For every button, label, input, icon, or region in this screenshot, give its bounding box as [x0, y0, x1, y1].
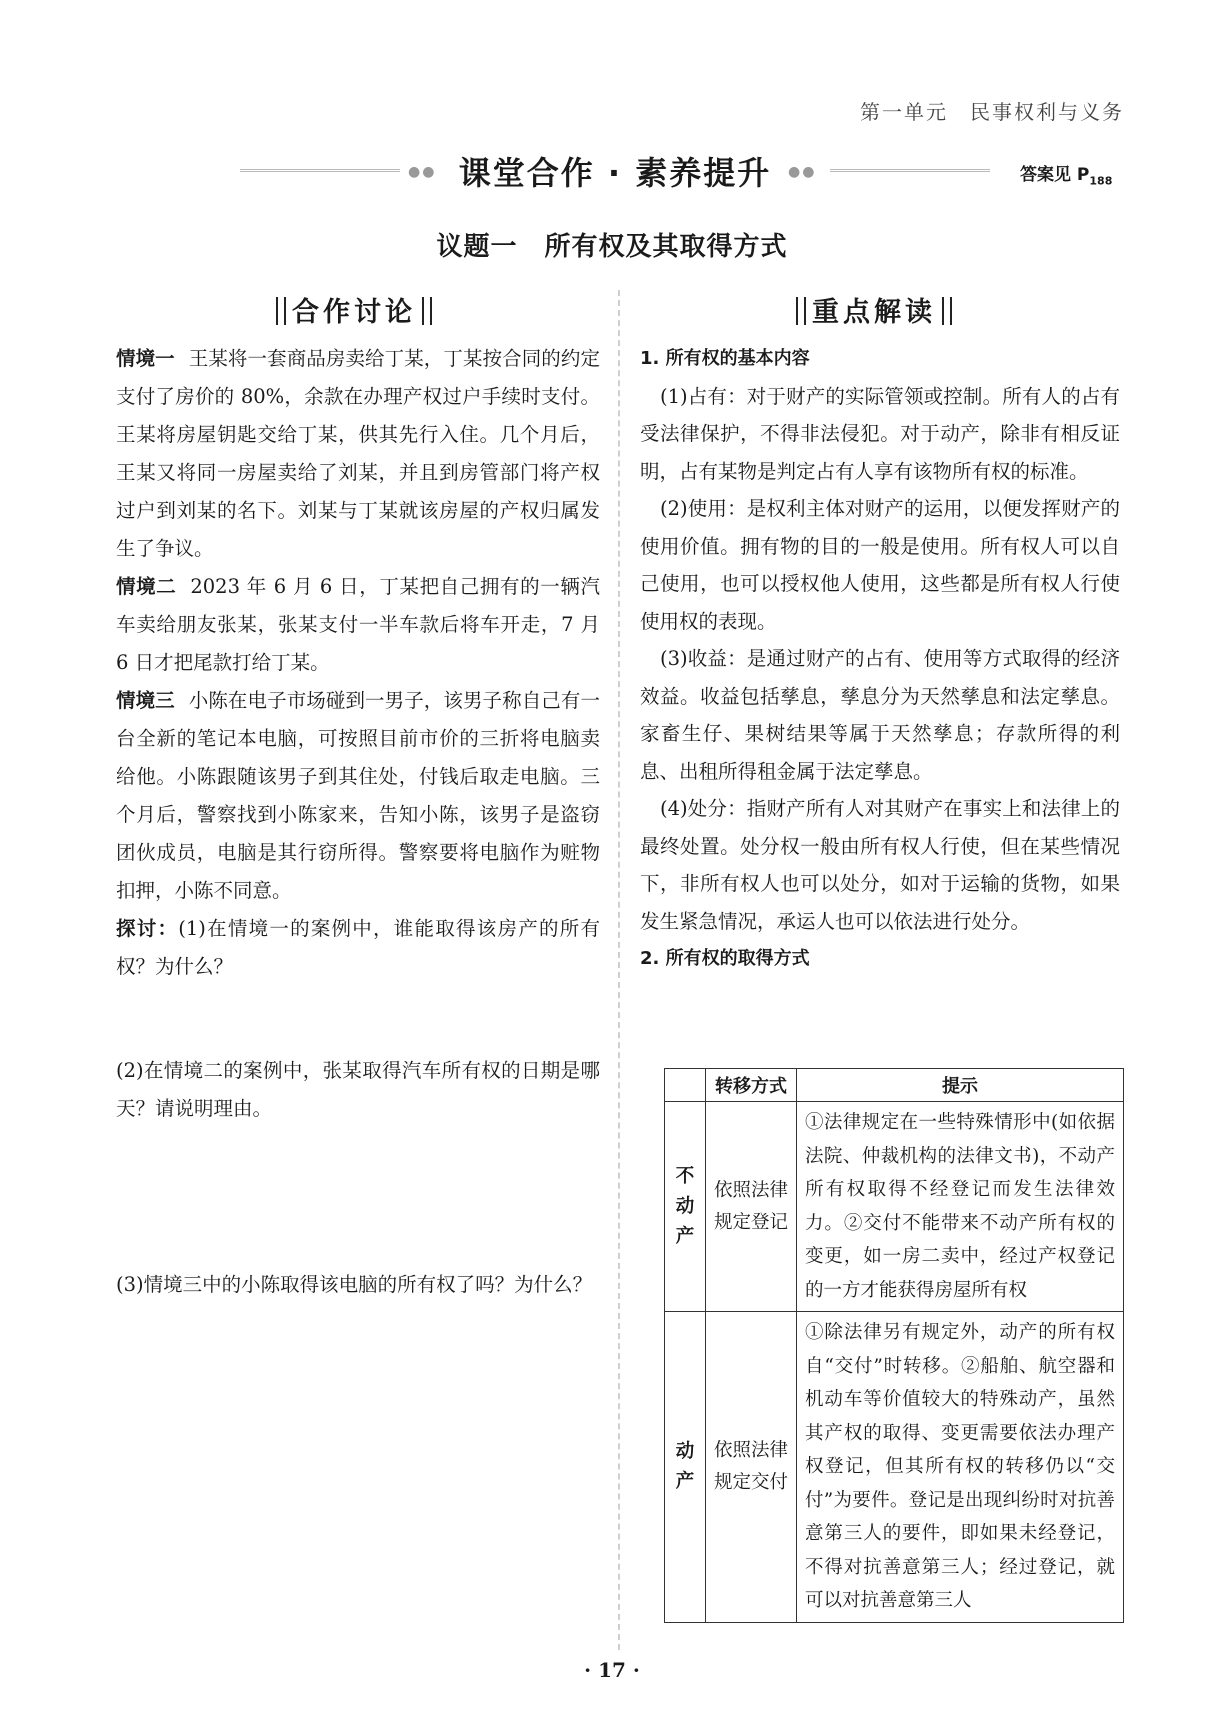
- table-header-row: [665, 1069, 1124, 1102]
- scenario-label: 情境一: [116, 347, 175, 370]
- topic-title: 议题一 所有权及其取得方式: [436, 232, 788, 262]
- answer-reference: [1020, 160, 1112, 187]
- discussion-column: [116, 340, 600, 986]
- heading-bar-left: [796, 297, 806, 325]
- banner-rule-right: [830, 169, 990, 172]
- answer-reference-page: 188: [1089, 174, 1113, 188]
- page-number: · 17 ·: [584, 1658, 640, 1682]
- banner-dots-left: ●●: [408, 164, 437, 180]
- acquisition-table: [664, 1068, 1124, 1623]
- question-2: (2)在情境二的案例中，张某取得汽车所有权的日期是哪天？请说明理由。: [116, 1059, 600, 1120]
- table-header-cell: [665, 1069, 706, 1102]
- content-item-income: (3)收益：是通过财产的占有、使用等方式取得的经济效益。收益包括孳息，孳息分为天然孳息和法定孳息。家畜生仔、果树结果等属于天然孳息；存款所得的利息、出租所得租金属于法定孳息。: [640, 647, 1120, 783]
- section-2-title: 2. 所有权的取得方式: [640, 948, 810, 969]
- question-text: (1)在情境一的案例中，谁能取得该房产的所有权？为什么？: [116, 917, 600, 978]
- scenario-1: [116, 340, 600, 568]
- key-reading-heading: [790, 290, 958, 329]
- table-row: [665, 1102, 1124, 1312]
- heading-bar-right: [422, 297, 432, 325]
- key-reading-heading-text: 重点解读: [812, 297, 936, 328]
- question-3: (3)情境三中的小陈取得该电脑的所有权了吗？为什么？: [116, 1273, 593, 1296]
- tip-cell: ①法律规定在一些特殊情形中(如依据法院、仲裁机构的法律文书)，不动产所有权取得不经登记而发生法律效力。②交付不能带来不动产所有权的变更，如一房二卖中，经过产权登记的一方才能获得房屋所有权: [797, 1102, 1124, 1312]
- scenario-2: [116, 568, 600, 682]
- heading-bar-right: [942, 297, 952, 325]
- banner-rule-left: [240, 169, 400, 172]
- discussion-label: 探讨：: [116, 917, 179, 940]
- scenario-label: 情境三: [116, 689, 175, 712]
- key-reading-column: [640, 340, 1120, 978]
- method-cell: 依照法律规定登记: [706, 1102, 797, 1312]
- category-cell: 动 产: [665, 1312, 706, 1623]
- scenario-text: 2023 年 6 月 6 日，丁某把自己拥有的一辆汽车卖给朋友张某，张某支付一半车款后将车开走，7 月 6 日才把尾款打给丁某。: [116, 575, 600, 674]
- banner-dots-right: ●●: [788, 164, 817, 180]
- unit-header: 第一单元 民事权利与义务: [860, 100, 1124, 124]
- scenario-text: 王某将一套商品房卖给丁某，丁某按合同的约定支付了房价的 80%，余款在办理产权过户手续时支付。王某将房屋钥匙交给丁某，供其先行入住。几个月后，王某又将同一房屋卖给了刘某，并且到房管部门将产权过户到刘某的名下。刘某与丁某就该房屋的产权归属发生了争议。: [116, 347, 600, 560]
- content-item-possession: (1)占有：对于财产的实际管领或控制。所有人的占有受法律保护，不得非法侵犯。对于动产，除非有相反证明，占有某物是判定占有人享有该物所有权的标准。: [640, 384, 1120, 483]
- table-row: [665, 1312, 1124, 1623]
- column-divider: [618, 290, 620, 1650]
- method-cell: 依照法律规定交付: [706, 1312, 797, 1623]
- discussion-heading-text: 合作讨论: [292, 297, 416, 328]
- banner-title: 课堂合作 · 素养提升: [458, 154, 772, 192]
- content-item-disposal: (4)处分：指财产所有人对其财产在事实上和法律上的最终处置。处分权一般由所有权人行使，但在某些情况下，非所有权人也可以处分，如对于运输的货物，如果发生紧急情况，承运人也可以依法进行处分。: [640, 797, 1120, 933]
- scenario-label: 情境二: [116, 575, 177, 598]
- question-1: [116, 910, 600, 986]
- section-banner: [240, 148, 990, 192]
- table-header-cell: 提示: [797, 1069, 1124, 1102]
- table-header-cell: 转移方式: [706, 1069, 797, 1102]
- content-item-use: (2)使用：是权利主体对财产的运用，以便发挥财产的使用价值。拥有物的目的一般是使用。所有权人可以自己使用，也可以授权他人使用，这些都是所有权人行使使用权的表现。: [640, 497, 1120, 633]
- section-1-title: 1. 所有权的基本内容: [640, 348, 810, 369]
- discussion-heading: [270, 290, 438, 329]
- scenario-3: [116, 682, 600, 910]
- heading-bar-left: [276, 297, 286, 325]
- answer-reference-text: 答案见 P: [1020, 165, 1090, 185]
- tip-cell: ①除法律另有规定外，动产的所有权自“交付”时转移。②船舶、航空器和机动车等价值较大的特殊动产，虽然其产权的取得、变更需要依法办理产权登记，但其所有权的转移仍以“交付”为要件。登记是出现纠纷时对抗善意第三人的要件，即如果未经登记，不得对抗善意第三人；经过登记，就可以对抗善意第三人: [797, 1312, 1124, 1623]
- scenario-text: 小陈在电子市场碰到一男子，该男子称自己有一台全新的笔记本电脑，可按照目前市价的三折将电脑卖给他。小陈跟随该男子到其住处，付钱后取走电脑。三个月后，警察找到小陈家来，告知小陈，该男子是盗窃团伙成员，电脑是其行窃所得。警察要将电脑作为赃物扣押，小陈不同意。: [116, 689, 600, 902]
- category-cell: 不 动 产: [665, 1102, 706, 1312]
